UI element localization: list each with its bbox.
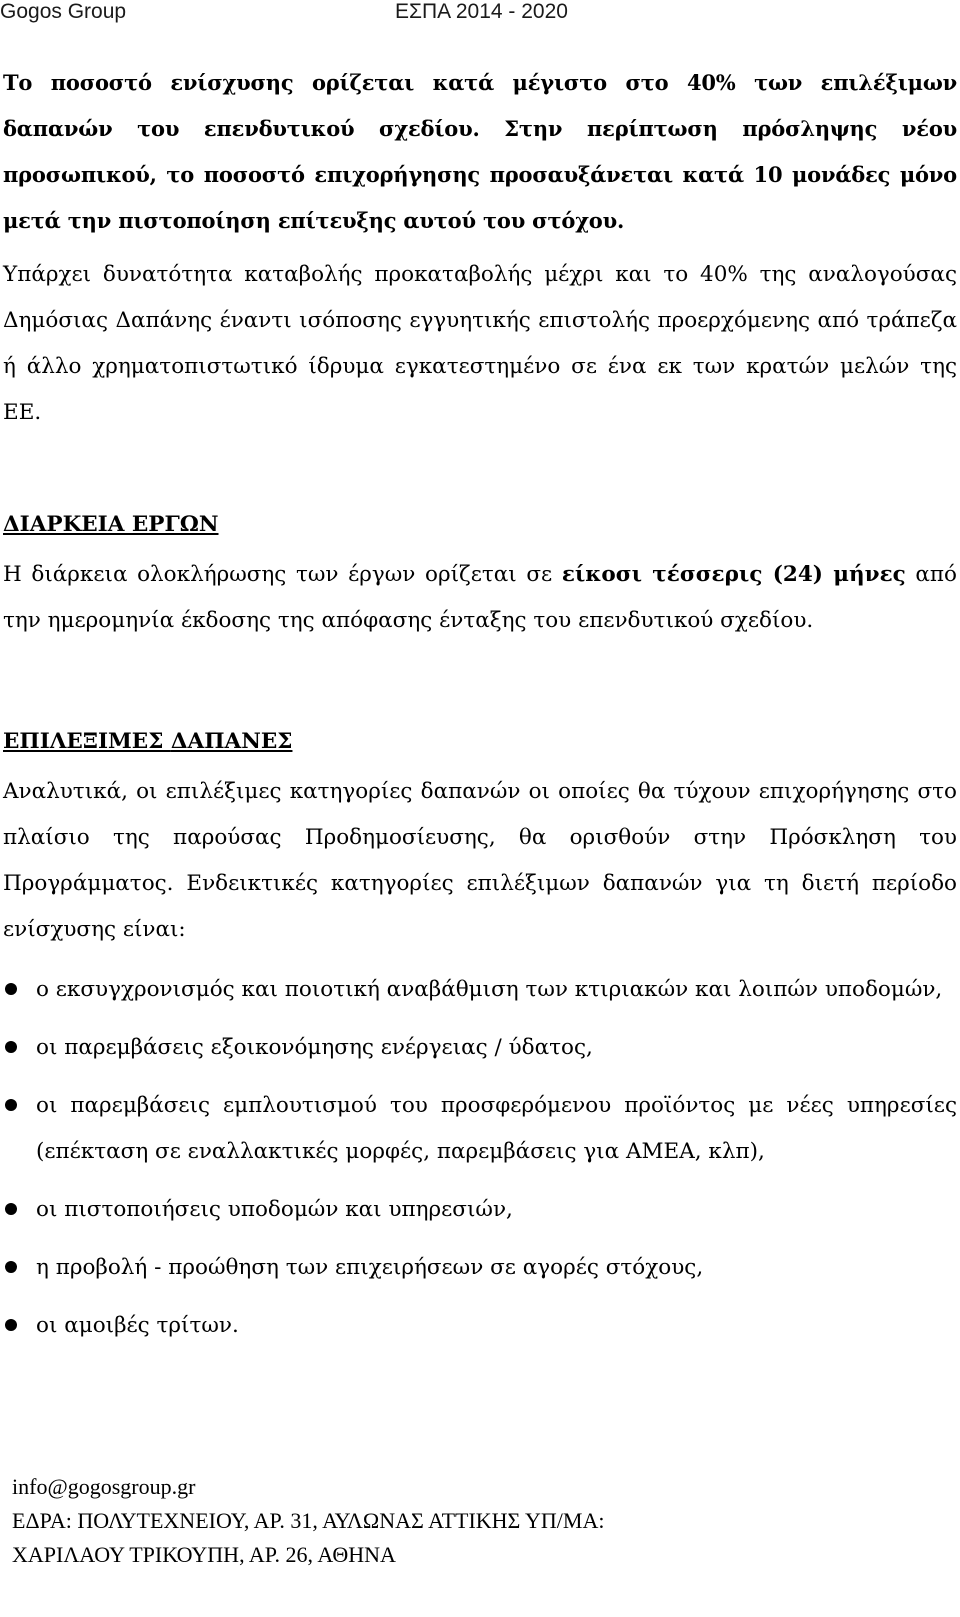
list-item-text: οι αμοιβές τρίτων. [36, 1313, 239, 1338]
footer-address-line-2: ΧΑΡΙΛΑΟΥ ΤΡΙΚΟΥΠΗ, ΑΡ. 26, ΑΘΗΝΑ [12, 1542, 396, 1567]
list-item-text: η προβολή - προώθηση των επιχειρήσεων σε αγορές στόχους, [36, 1255, 704, 1280]
list-item [3, 1245, 957, 1291]
heading-expenses-underlined: ΔΑΠΑΝΕΣ [170, 729, 293, 754]
duration-text-before: Η διάρκεια ολοκλήρωσης των έργων ορίζεται σε [3, 562, 562, 587]
duration-emphasis: είκοσι τέσσερις (24) μήνες [561, 562, 906, 587]
list-item-text: οι παρεμβάσεις εξοικονόμησης ενέργειας / ύδατος, [36, 1035, 593, 1060]
heading-eligible-expenses [3, 719, 957, 765]
list-item-text: οι παρεμβάσεις εμπλουτισμού του προσφερόμενου προϊόντος με νέες υπηρεσίες (επέκταση σε εναλλακτικές μορφές, παρεμβάσεις για ΑΜΕΑ, κλπ), [36, 1093, 957, 1164]
bullet-icon [5, 1041, 17, 1053]
list-item [3, 1025, 957, 1071]
page-header [0, 0, 960, 30]
header-company: Gogos Group [0, 0, 127, 23]
list-item [3, 967, 957, 1013]
duration-text-after: από την ημερομηνία έκδοσης της απόφασης ένταξης του επενδυτικού σχεδίου. [3, 562, 957, 633]
bullet-icon [5, 1203, 17, 1215]
paragraph-project-duration [3, 552, 957, 644]
footer-address-line-1: ΕΔΡΑ: ΠΟΛΥΤΕΧΝΕΙΟΥ, ΑΡ. 31, ΑΥΛΩΝΑΣ ΑΤΤΙΚΗΣ ΥΠ/ΜΑ: [12, 1508, 605, 1533]
list-item [3, 1083, 957, 1175]
list-item [3, 1303, 957, 1349]
document-body [3, 60, 957, 1361]
heading-project-duration: ΔΙΑΡΚΕΙΑ ΕΡΓΩΝ [3, 512, 219, 537]
bullet-icon [5, 1099, 17, 1111]
page-footer [12, 1470, 952, 1572]
heading-expenses-prefix: ΕΠΙΛΕΞΙΜΕΣ [3, 729, 171, 754]
paragraph-advance-payment: Υπάρχει δυνατότητα καταβολής προκαταβολής μέχρι και το 40% της αναλογούσας Δημόσιας Δαπάνης έναντι ισόποσης εγγυητικής επιστολής προερχόμενης από τράπεζα ή άλλο χρηματοπιστωτικό ίδρυμα εγκατεστημένο σε ένα εκ των κρατών μελών της ΕΕ. [3, 262, 957, 425]
paragraph-funding-rate: Το ποσοστό ενίσχυσης ορίζεται κατά μέγιστο στο 40% των επιλέξιμων δαπανών του επενδυτικού σχεδίου. Στην περίπτωση πρόσληψης νέου προσωπικού, το ποσοστό επιχορήγησης προσαυξάνεται κατά 10 μονάδες μόνο μετά την πιστοποίηση επίτευξης αυτού του στόχου. [3, 70, 957, 233]
list-item-text: οι πιστοποιήσεις υποδομών και υπηρεσιών, [36, 1197, 513, 1222]
header-program: ΕΣΠΑ 2014 - 2020 [395, 0, 568, 23]
bullet-icon [5, 983, 17, 995]
list-item [3, 1187, 957, 1233]
footer-email: info@gogosgroup.gr [12, 1474, 196, 1499]
paragraph-eligible-expenses: Αναλυτικά, οι επιλέξιμες κατηγορίες δαπανών οι οποίες θα τύχουν επιχορήγησης στο πλαίσιο της παρούσας Προδημοσίευσης, θα ορισθούν στην Πρόσκληση του Προγράμματος. Ενδεικτικές κατηγορίες επιλέξιμων δαπανών για τη διετή περίοδο ενίσχυσης είναι: [3, 779, 957, 942]
list-item-text: ο εκσυγχρονισμός και ποιοτική αναβάθμιση των κτιριακών και λοιπών υποδομών, [36, 977, 943, 1002]
bullet-icon [5, 1261, 17, 1273]
expense-list [3, 967, 957, 1349]
bullet-icon [5, 1319, 17, 1331]
